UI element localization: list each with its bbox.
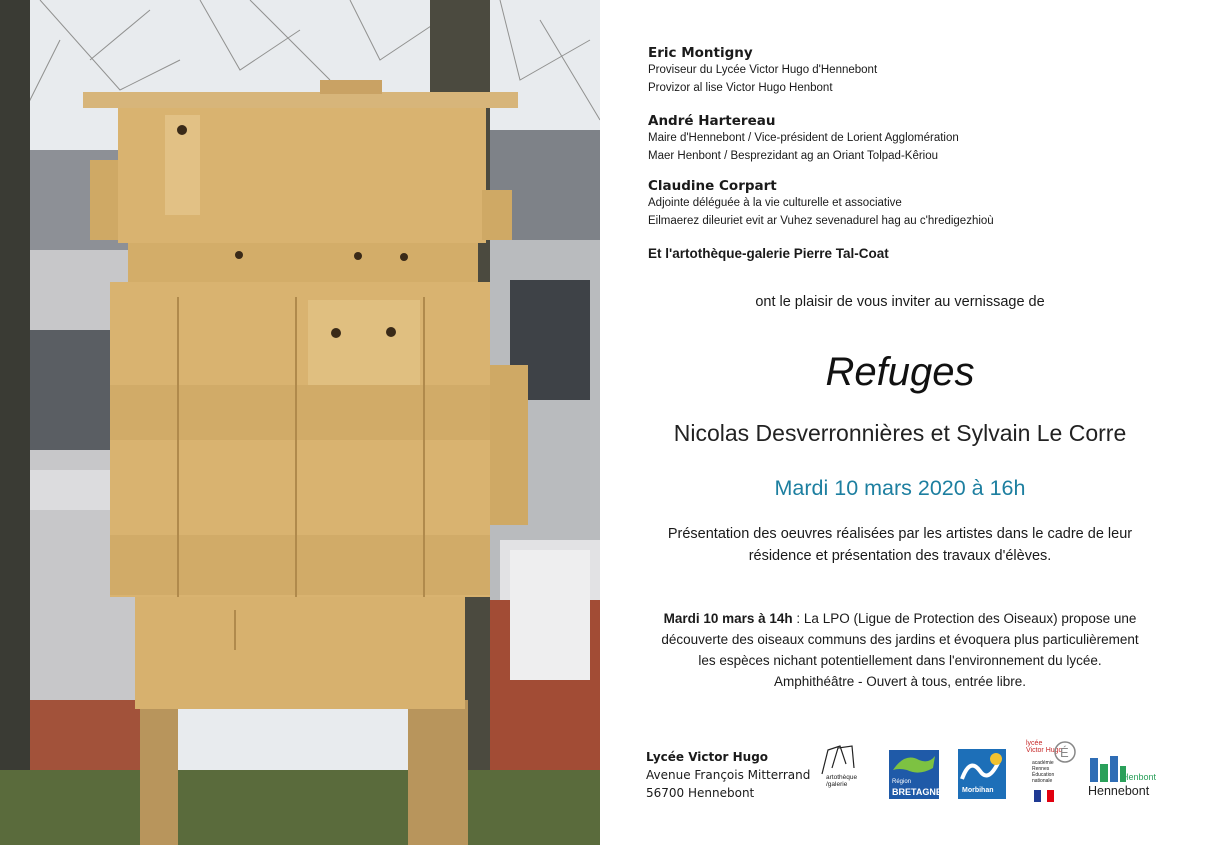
host-andre-hartereau <box>648 113 959 165</box>
bretagne-text: BRETAGNE <box>892 787 942 797</box>
invite-text: ont le plaisir de vous inviter au vernissage de <box>755 294 1045 310</box>
host-role-fr: Adjointe déléguée à la vie culturelle et associative <box>648 197 902 209</box>
education-text: Éducation <box>1032 772 1055 778</box>
lycee-academie-logo <box>1024 734 1076 802</box>
host-name: André Hartereau <box>648 113 776 129</box>
academie-text: académie <box>1032 760 1054 766</box>
region-bretagne-logo <box>889 750 942 799</box>
lycee-text: lycée <box>1026 740 1043 747</box>
artists-names: Nicolas Desverronnières et Sylvain Le Corre <box>673 420 1127 446</box>
hennebont-text: Hennebont <box>1088 784 1150 798</box>
address-line: Avenue François Mitterrand <box>646 768 811 782</box>
presentation-line: résidence et présentation des travaux d'élèves. <box>748 548 1052 564</box>
host-role-fr: Maire d'Hennebont / Vice-président de Lorient Agglomération <box>648 132 959 144</box>
rennes-text: Rennes <box>1032 766 1050 772</box>
host-eric-montigny <box>648 45 877 97</box>
school-address <box>646 748 810 802</box>
morbihan-logo <box>958 749 1006 799</box>
birdhouse-photo <box>0 0 600 845</box>
address-line: Lycée Victor Hugo <box>646 750 769 764</box>
host-role-br: Maer Henbont / Besprezidant ag an Oriant Tolpad-Kêriou <box>648 150 939 162</box>
host-role-br: Provizor al lise Victor Hugo Henbont <box>648 82 833 94</box>
nationale-text: nationale <box>1032 778 1053 784</box>
marianne-icon <box>1034 790 1054 802</box>
host-name: Eric Montigny <box>648 45 753 61</box>
lpo-line: découverte des oiseaux communs des jardins et évoquera plus particulièrement <box>661 632 1139 647</box>
host-name: Claudine Corpart <box>648 178 777 194</box>
region-bretagne-icon <box>889 750 939 778</box>
lpo-text <box>620 608 1180 692</box>
hennebont-logo <box>1088 754 1168 800</box>
exhibition-title: Refuges <box>825 350 975 394</box>
artotheque-icon <box>818 744 873 799</box>
artotheque-logo <box>818 744 873 799</box>
host-role-fr: Proviseur du Lycée Victor Hugo d'Hennebont <box>648 64 878 76</box>
presentation-text <box>620 523 1180 567</box>
presentation-line: Présentation des oeuvres réalisées par les artistes dans le cadre de leur <box>667 526 1133 542</box>
e-icon <box>1054 736 1076 764</box>
svg-text:É: É <box>1060 745 1069 760</box>
lpo-date: Mardi 10 mars à 14h <box>663 611 793 626</box>
address-line: 56700 Hennebont <box>646 786 755 800</box>
region-text: Région <box>892 779 912 785</box>
morbihan-icon <box>958 749 1006 787</box>
host-claudine-corpart <box>648 178 994 230</box>
gallery-line: Et l'artothèque-galerie Pierre Tal-Coat <box>648 246 889 261</box>
lpo-line: Amphithéâtre - Ouvert à tous, entrée libre. <box>773 674 1027 689</box>
event-date: Mardi 10 mars 2020 à 16h <box>774 476 1026 500</box>
victor-hugo-text: Victor Hugo <box>1026 747 1063 754</box>
host-role-br: Eilmaerez dileuriet evit ar Vuhez sevenadurel hag au c'hredigezhioù <box>648 215 994 227</box>
morbihan-text: Morbihan <box>962 787 994 794</box>
lpo-line-rest: : La LPO (Ligue de Protection des Oiseaux) propose une <box>792 611 1137 626</box>
lpo-line <box>620 608 1180 629</box>
henbont-text: Henbont <box>1122 772 1157 782</box>
lpo-line: les espèces nichant potentiellement dans l'environnement du lycée. <box>698 653 1102 668</box>
galerie-text: /galerie <box>826 781 848 788</box>
artotheque-text: artothèque <box>826 774 858 781</box>
